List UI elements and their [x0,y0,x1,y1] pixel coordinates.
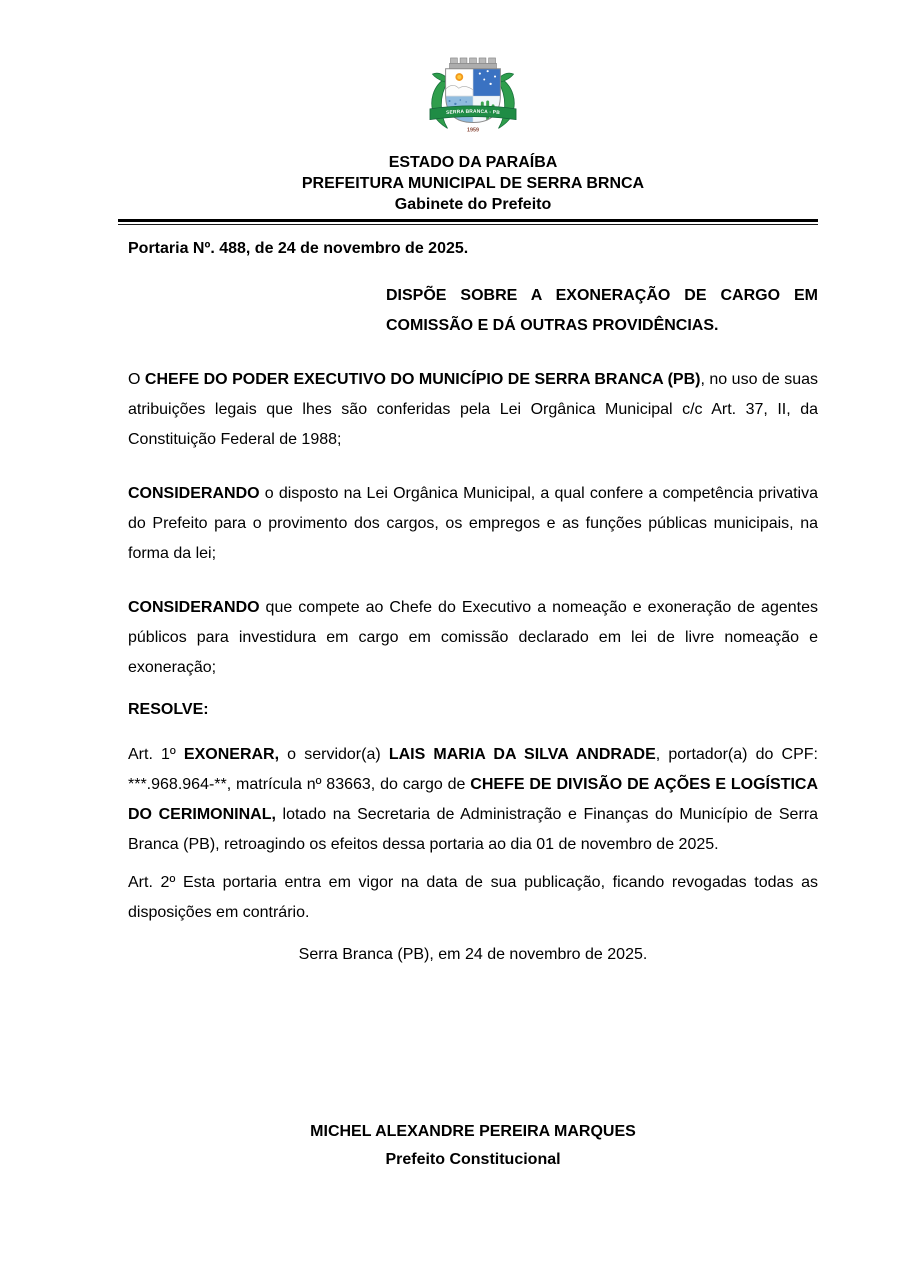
epigraph: DISPÕE SOBRE A EXONERAÇÃO DE CARGO EM COMISSÃO E DÁ OUTRAS PROVIDÊNCIAS. [386,287,818,334]
article-1-paragraph: Art. 1º EXONERAR, o servidor(a) LAIS MARIA DA SILVA ANDRADE, portador(a) do CPF: ***.968.964-**, matrícula nº 83663, do cargo de CHEFE DE DIVISÃO DE AÇÕES E LOGÍSTICA DO CERIMONINAL, lotado na Secretaria de Administração e Finanças do Município de Serra Branca (PB), retroagindo os efeitos dessa portaria ao dia 01 de novembro de 2025. [128,746,819,853]
municipal-crest-icon [420,56,526,146]
coat-of-arms [128,56,818,151]
signatory-title: Prefeito Constitucional [385,1151,561,1168]
place-date-line: Serra Branca (PB), em 24 de novembro de 2025. [298,946,648,963]
office-name: Gabinete do Prefeito [394,196,552,213]
ordinance-body [128,239,818,1174]
signatory-name: MICHEL ALEXANDRE PEREIRA MARQUES [310,1123,636,1140]
preamble-paragraph: O CHEFE DO PODER EXECUTIVO DO MUNICÍPIO DE SERRA BRANCA (PB), no uso de suas atribuições legais que lhes são conferidas pela Lei Orgânica Municipal c/c Art. 37, II, da Constituição Federal de 1988; [128,371,819,448]
letterhead-text [128,152,818,215]
considering-paragraph-1: CONSIDERANDO o disposto na Lei Orgânica Municipal, a qual confere a competência privativa do Prefeito para o provimento dos cargos, os empregos e as funções públicas municipais, na forma da lei; [128,485,818,562]
resolve-label: RESOLVE: [128,701,209,718]
considering-paragraph-2: CONSIDERANDO que compete ao Chefe do Executivo a nomeação e exoneração de agentes públicos para investidura em cargo em comissão declarado em lei de livre nomeação e exoneração; [128,599,818,676]
header-rule [118,219,818,225]
municipality-name: PREFEITURA MUNICIPAL DE SERRA BRNCA [301,175,645,192]
ordinance-title: Portaria Nº. 488, de 24 de novembro de 2025. [128,240,469,257]
state-name: ESTADO DA PARAÍBA [388,154,558,171]
crest-banner-text: SERRA BRANCA - PB [445,109,501,117]
signature-block [128,1118,818,1174]
article-2-paragraph: Art. 2º Esta portaria entra em vigor na data de sua publicação, ficando revogadas todas as disposições em contrário. [128,874,818,921]
crest-year: 1959 [467,127,479,134]
letterhead [128,56,818,225]
